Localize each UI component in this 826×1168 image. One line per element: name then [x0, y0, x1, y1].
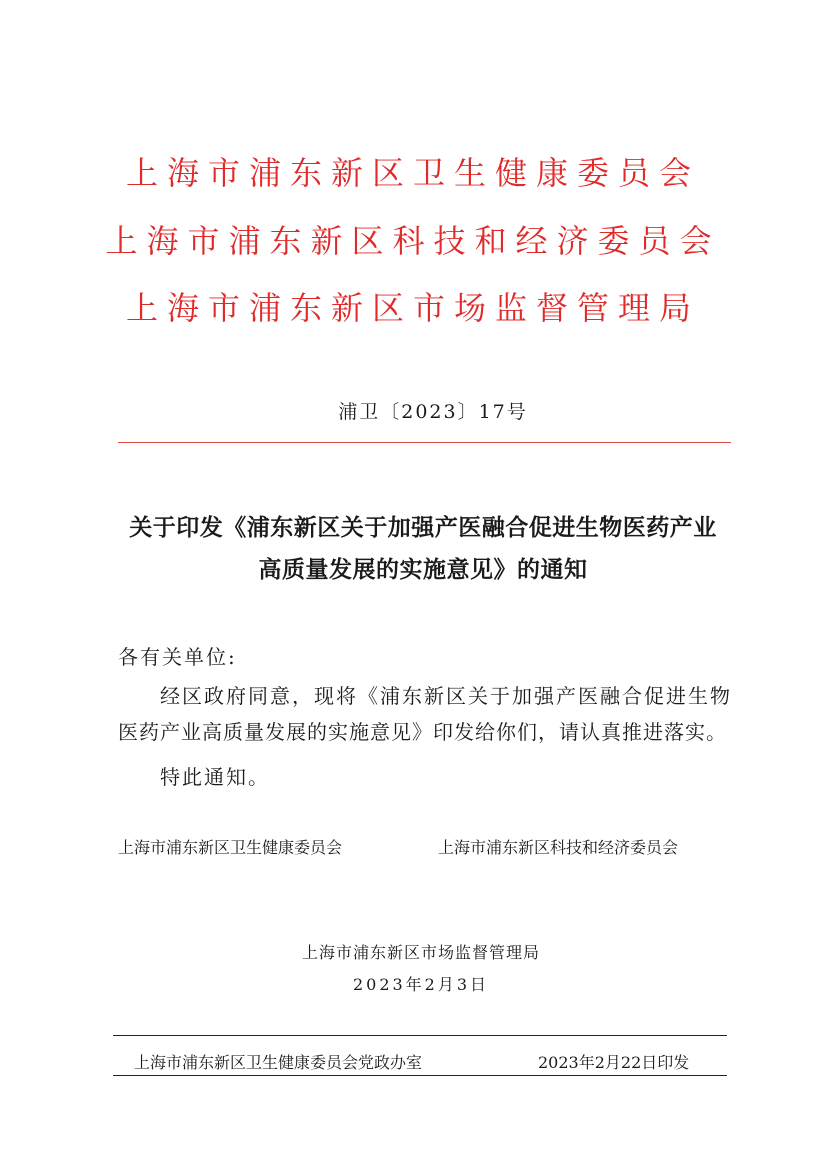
signature-market-supervision-bureau: 上海市浦东新区市场监督管理局 — [301, 943, 540, 962]
signature-sci-tech-economy-commission: 上海市浦东新区科技和经济委员会 — [438, 838, 679, 857]
document-title-line2: 高质量发展的实施意见》的通知 — [258, 556, 588, 583]
document-title-line1: 关于印发《浦东新区关于加强产医融合促进生物医药产业 — [129, 514, 717, 541]
closing-phrase: 特此通知。 — [160, 765, 270, 789]
footer-bottom-rule — [113, 1075, 727, 1076]
document-number: 浦卫〔2023〕17号 — [338, 401, 528, 423]
body-paragraph-line1: 经区政府同意，现将《浦东新区关于加强产医融合促进生物 — [160, 684, 732, 708]
signature-date: 2023年2月3日 — [352, 975, 490, 994]
salutation: 各有关单位: — [118, 645, 237, 669]
footer-top-rule — [113, 1035, 727, 1036]
body-paragraph-line2: 医药产业高质量发展的实施意见》印发给你们，请认真推进落实。 — [118, 720, 727, 744]
signature-health-commission: 上海市浦东新区卫生健康委员会 — [118, 838, 343, 857]
issuer-market-supervision-bureau: 上海市浦东新区市场监督管理局 — [125, 289, 700, 327]
footer-print-date: 2023年2月22日印发 — [538, 1053, 690, 1072]
footer-issuing-office: 上海市浦东新区卫生健康委员会党政办室 — [134, 1053, 423, 1072]
issuer-health-commission: 上海市浦东新区卫生健康委员会 — [125, 154, 700, 192]
red-separator-line — [118, 442, 731, 443]
issuer-sci-tech-economy-commission: 上海市浦东新区科技和经济委员会 — [105, 222, 721, 260]
